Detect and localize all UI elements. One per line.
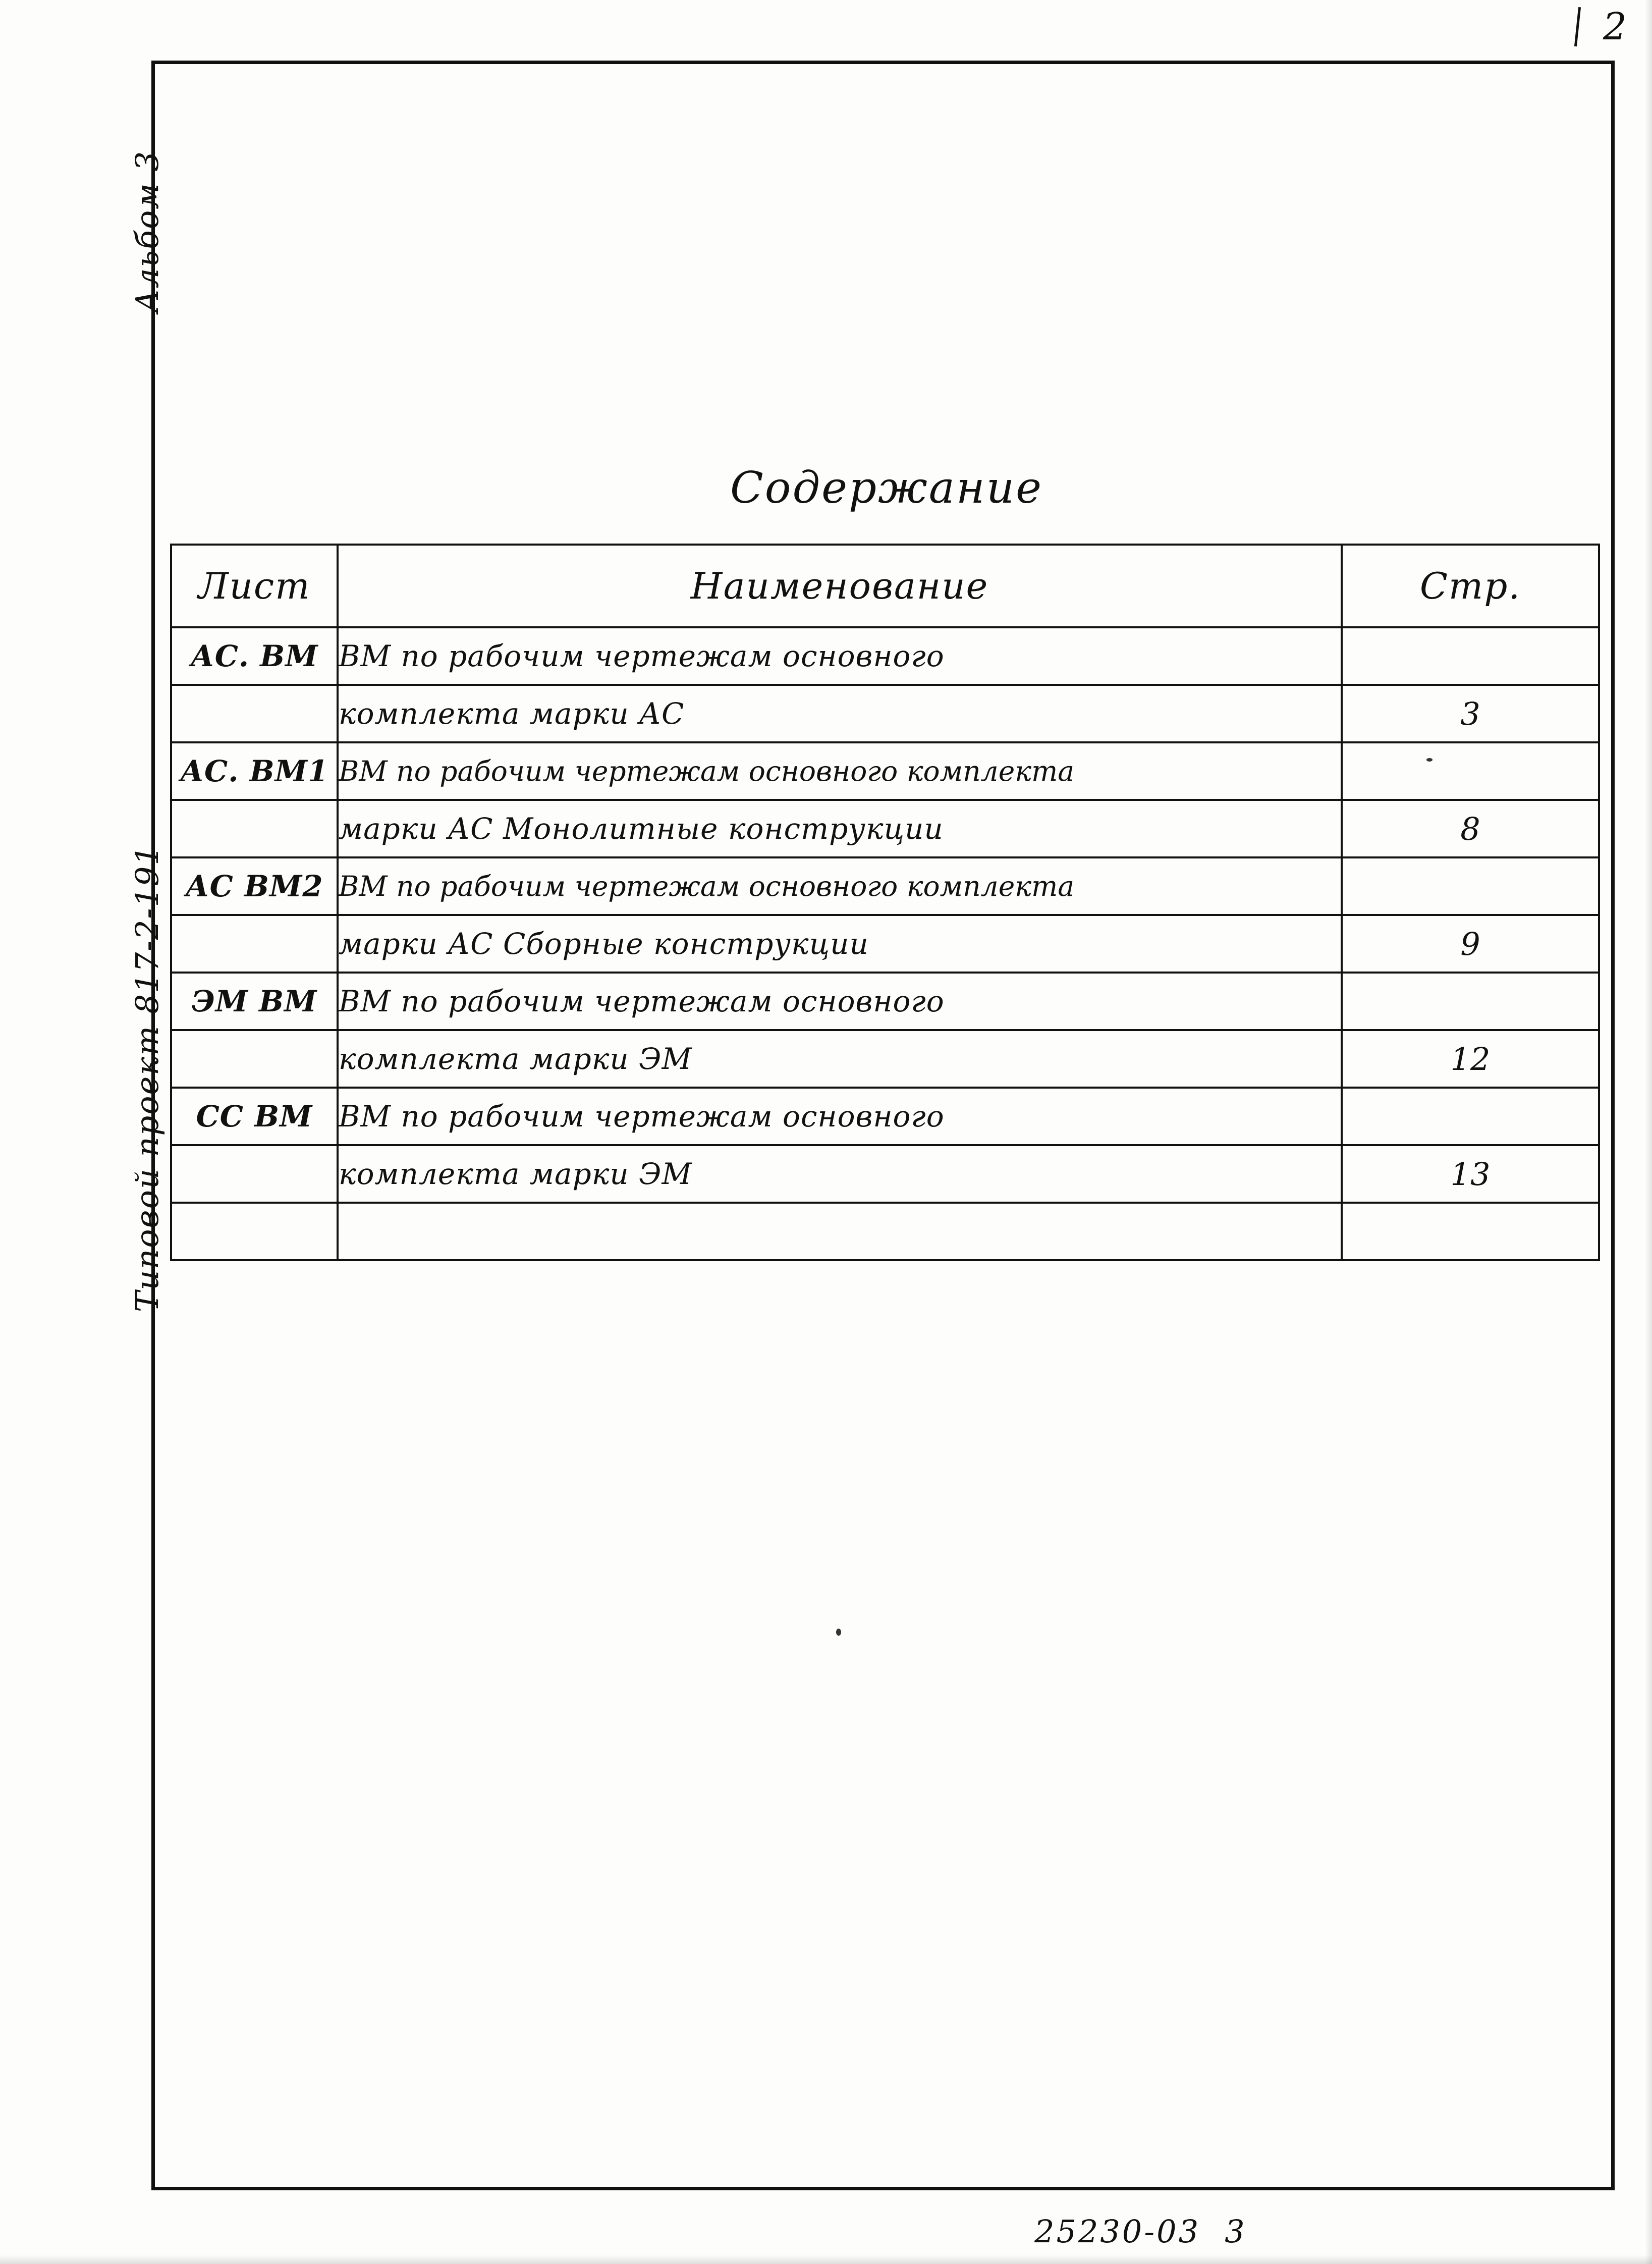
header-sheet: Лист [171, 545, 338, 627]
cell-name: марки АС Монолитные конструкции [338, 800, 1342, 857]
bottom-stamp-page: 3 [1225, 2213, 1247, 2250]
cell-sheet [171, 1203, 338, 1260]
table-row [171, 915, 1599, 973]
cell-sheet [171, 1145, 338, 1203]
table-header-row [171, 545, 1599, 627]
album-label: Альбом 3 [129, 150, 166, 313]
cell-page [1342, 857, 1599, 915]
cell-name: ВМ по рабочим чертежам основного комплекта [338, 742, 1342, 800]
cell-page: 8 [1342, 800, 1599, 857]
cell-name: комплекта марки ЭМ [338, 1145, 1342, 1203]
table-row [171, 1145, 1599, 1203]
scan-edge-right [1645, 0, 1652, 2264]
cell-name: ВМ по рабочим чертежам основного комплекта [338, 857, 1342, 915]
contents-table [170, 544, 1600, 1261]
ink-speck [836, 1629, 841, 1636]
cell-page: 12 [1342, 1030, 1599, 1088]
table-row [171, 742, 1599, 800]
table-row [171, 857, 1599, 915]
cell-sheet: АС. ВМ1 [171, 742, 338, 800]
table-row [171, 1088, 1599, 1145]
bottom-stamp [1034, 2213, 1247, 2250]
cell-name: ВМ по рабочим чертежам основного [338, 627, 1342, 685]
cell-page [1342, 1088, 1599, 1145]
table-row [171, 800, 1599, 857]
cell-name: марки АС Сборные конструкции [338, 915, 1342, 973]
cell-page [1342, 742, 1599, 800]
header-name: Наименование [338, 545, 1342, 627]
table-row [171, 685, 1599, 742]
cell-sheet [171, 1030, 338, 1088]
cell-page: 3 [1342, 685, 1599, 742]
table-row [171, 627, 1599, 685]
cell-sheet: АС ВМ2 [171, 857, 338, 915]
cell-page: 9 [1342, 915, 1599, 973]
cell-name [338, 1203, 1342, 1260]
drawing-frame [151, 61, 1615, 2190]
cell-sheet: ЭМ ВМ [171, 973, 338, 1030]
cell-name: комплекта марки АС [338, 685, 1342, 742]
table-row [171, 1030, 1599, 1088]
cell-sheet [171, 685, 338, 742]
project-label: Типовой проект 817-2-191 [129, 844, 166, 1312]
cell-page [1342, 627, 1599, 685]
corner-tick-mark [1574, 7, 1581, 46]
cell-page: 13 [1342, 1145, 1599, 1203]
cell-sheet: АС. ВМ [171, 627, 338, 685]
header-page: Стр. [1342, 545, 1599, 627]
cell-page [1342, 973, 1599, 1030]
page-title: Содержание [730, 463, 1043, 513]
cell-sheet [171, 915, 338, 973]
corner-page-number: 2 [1603, 5, 1627, 48]
table-row [171, 973, 1599, 1030]
bottom-stamp-code: 25230-03 [1034, 2213, 1201, 2250]
cell-page [1342, 1203, 1599, 1260]
cell-sheet [171, 800, 338, 857]
cell-name: комплекта марки ЭМ [338, 1030, 1342, 1088]
cell-name: ВМ по рабочим чертежам основного [338, 973, 1342, 1030]
table-row [171, 1203, 1599, 1260]
ink-speck [1426, 758, 1433, 762]
cell-name: ВМ по рабочим чертежам основного [338, 1088, 1342, 1145]
cell-sheet: СС ВМ [171, 1088, 338, 1145]
scan-edge-bottom [0, 2255, 1652, 2264]
